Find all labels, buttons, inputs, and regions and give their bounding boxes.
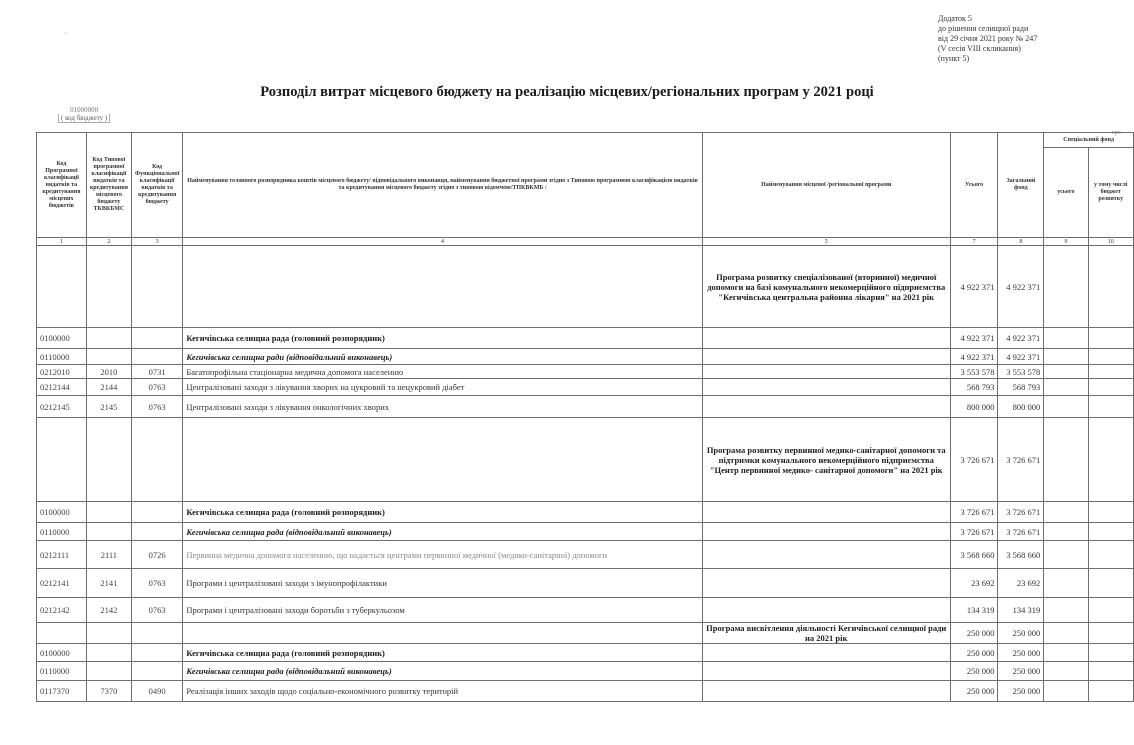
- column-index: 9: [1044, 238, 1088, 246]
- budget-program-name: Реалізація інших заходів щодо соціально-економічного розвитку територій: [183, 681, 702, 702]
- functional-code: [131, 349, 182, 365]
- development-budget: [1088, 418, 1134, 502]
- functional-code: [131, 502, 182, 523]
- program-code: 0110000: [37, 523, 87, 541]
- development-budget: [1088, 502, 1134, 523]
- special-fund-total: [1044, 681, 1088, 702]
- table-row: [37, 541, 1134, 569]
- total-amount: 23 692: [950, 569, 998, 598]
- development-budget: [1088, 569, 1134, 598]
- budget-program-name: Програми і централізовані заходи боротьби з туберкульозом: [183, 598, 702, 623]
- special-fund-total: [1044, 396, 1088, 418]
- header-program-name: Найменування місцевої /регіональної програми: [702, 133, 950, 238]
- typical-code: 2111: [86, 541, 131, 569]
- functional-code: [131, 644, 182, 662]
- program-name-cell: [702, 379, 950, 396]
- budget-program-name: Програми і централізовані заходи з імунопрофілактики: [183, 569, 702, 598]
- header-manager-name: Найменування головного розпорядника коштів місцевого бюджету/ відповідального виконавця, найменування бюджетної програми згідно з Типовою програмною класифікацією видатків та кредитування місцевого бюджету згідно з типовою відомчою/ТПКВКМБ /: [183, 133, 702, 238]
- program-code: 0100000: [37, 644, 87, 662]
- program-name-cell: [702, 365, 950, 379]
- total-amount: 3 726 671: [950, 523, 998, 541]
- special-fund-total: [1044, 598, 1088, 623]
- development-budget: [1088, 349, 1134, 365]
- program-code: 0100000: [37, 502, 87, 523]
- functional-code: [131, 662, 182, 681]
- development-budget: [1088, 396, 1134, 418]
- typical-code: 2010: [86, 365, 131, 379]
- column-index: 10: [1088, 238, 1134, 246]
- functional-code: [131, 523, 182, 541]
- table-row: [37, 418, 1134, 502]
- program-name: Програма висвітлення діяльності Кегичівської селищної ради на 2021 рік: [702, 623, 950, 644]
- special-fund-total: [1044, 569, 1088, 598]
- annex-line: (V сесія VIII скликання): [938, 44, 1021, 53]
- special-fund-total: [1044, 246, 1088, 328]
- program-name-cell: [702, 569, 950, 598]
- program-name-cell: [702, 681, 950, 702]
- general-fund-amount: 4 922 371: [998, 349, 1044, 365]
- functional-code: 0763: [131, 598, 182, 623]
- program-name-cell: [702, 662, 950, 681]
- functional-code: 0763: [131, 569, 182, 598]
- total-amount: 250 000: [950, 662, 998, 681]
- general-fund-amount: 250 000: [998, 662, 1044, 681]
- development-budget: [1088, 246, 1134, 328]
- functional-code: 0763: [131, 396, 182, 418]
- special-fund-total: [1044, 418, 1088, 502]
- header-special-total: усього: [1044, 148, 1088, 238]
- typical-code: [86, 662, 131, 681]
- development-budget: [1088, 662, 1134, 681]
- functional-code-cell: [131, 246, 182, 328]
- special-fund-total: [1044, 623, 1088, 644]
- table-row: [37, 623, 1134, 644]
- column-index-row: [37, 238, 1134, 246]
- table-row: [37, 681, 1134, 702]
- development-budget: [1088, 379, 1134, 396]
- header-total: Усього: [950, 133, 998, 238]
- column-index: 4: [183, 238, 702, 246]
- budget-program-name: Кегичівська селищна ради (відповідальний виконавець): [183, 349, 702, 365]
- program-code: 0110000: [37, 662, 87, 681]
- annex-line: від 29 січня 2021 року № 247: [938, 34, 1038, 43]
- annex-line: Додаток 5: [938, 14, 972, 23]
- table-row: [37, 396, 1134, 418]
- total-amount: 3 568 660: [950, 541, 998, 569]
- special-fund-total: [1044, 502, 1088, 523]
- column-index: 8: [998, 238, 1044, 246]
- budget-program-name: Кегичівська селищна рада (головний розпорядник): [183, 328, 702, 349]
- program-code: 0212141: [37, 569, 87, 598]
- header-development-budget: у тому числі бюджет розвитку: [1088, 148, 1134, 238]
- functional-code-cell: [131, 623, 182, 644]
- total-amount: 4 922 371: [950, 349, 998, 365]
- header-functional-code: Код Функціональної класифікації видатків та кредитування бюджету: [131, 133, 182, 238]
- total-amount: 800 000: [950, 396, 998, 418]
- development-budget: [1088, 365, 1134, 379]
- special-fund-total: [1044, 523, 1088, 541]
- table-row: [37, 379, 1134, 396]
- program-name-cell: [702, 523, 950, 541]
- total-amount: 250 000: [950, 681, 998, 702]
- program-code-cell: [37, 623, 87, 644]
- development-budget: [1088, 681, 1134, 702]
- program-name-cell: [702, 598, 950, 623]
- general-fund-amount: 3 568 660: [998, 541, 1044, 569]
- general-fund-amount: 250 000: [998, 623, 1044, 644]
- program-name-cell: [702, 644, 950, 662]
- total-amount: 3 726 671: [950, 502, 998, 523]
- special-fund-total: [1044, 541, 1088, 569]
- header-row: [37, 133, 1134, 148]
- program-code: 0117370: [37, 681, 87, 702]
- program-name-cell: [702, 349, 950, 365]
- general-fund-amount: 23 692: [998, 569, 1044, 598]
- special-fund-total: [1044, 379, 1088, 396]
- development-budget: [1088, 541, 1134, 569]
- total-amount: 3 553 578: [950, 365, 998, 379]
- program-name-cell: [702, 502, 950, 523]
- general-fund-amount: 3 726 671: [998, 502, 1044, 523]
- table-row: [37, 365, 1134, 379]
- typical-code: [86, 328, 131, 349]
- typical-code: 2145: [86, 396, 131, 418]
- program-code: 0110000: [37, 349, 87, 365]
- typical-code-cell: [86, 418, 131, 502]
- total-amount: 4 922 371: [950, 328, 998, 349]
- budget-program-name: Централізовані заходи з лікування хворих на цукровий та нецукровий діабет: [183, 379, 702, 396]
- total-amount: 568 793: [950, 379, 998, 396]
- column-index: 5: [702, 238, 950, 246]
- budget-code: [58, 106, 110, 123]
- budget-program-name: Кегичівська селищна рада (головний розпорядник): [183, 502, 702, 523]
- total-amount: 3 726 671: [950, 418, 998, 502]
- program-code: 0212144: [37, 379, 87, 396]
- total-amount: 250 000: [950, 644, 998, 662]
- budget-program-name: Багатопрофільна стаціонарна медична допомога населенню: [183, 365, 702, 379]
- column-index: 7: [950, 238, 998, 246]
- annex-line: до рішення селищної ради: [938, 24, 1029, 33]
- table-row: [37, 644, 1134, 662]
- development-budget: [1088, 644, 1134, 662]
- scan-mark: ·: [64, 28, 67, 38]
- general-fund-amount: 3 726 671: [998, 418, 1044, 502]
- typical-code: 2141: [86, 569, 131, 598]
- typical-code-cell: [86, 246, 131, 328]
- table-row: [37, 598, 1134, 623]
- budget-program-name: Кегичівська селищна рада (відповідальний виконавець): [183, 523, 702, 541]
- budget-code-label: ( код бюджету ): [58, 114, 110, 123]
- program-code-cell: [37, 418, 87, 502]
- table-row: [37, 246, 1134, 328]
- development-budget: [1088, 523, 1134, 541]
- budget-code-value: 01000000: [70, 106, 99, 114]
- program-code: 0212145: [37, 396, 87, 418]
- typical-code: [86, 523, 131, 541]
- table-row: [37, 328, 1134, 349]
- functional-code: [131, 328, 182, 349]
- annex-note: [938, 14, 1037, 64]
- table-row: [37, 569, 1134, 598]
- typical-code: 2142: [86, 598, 131, 623]
- expenditure-table: [36, 132, 1134, 702]
- header-typical-code: Код Типової програмної класифікації видатків та кредитування місцевого бюджету ТКВКБМС: [86, 133, 131, 238]
- budget-program-name: Первинна медична допомога населенню, що надається центрами первинної медичної (медико-санітарної) допомоги: [183, 541, 702, 569]
- document-title: Розподіл витрат місцевого бюджету на реалізацію місцевих/регіональних програм у 2021 році: [260, 84, 874, 100]
- development-budget: [1088, 598, 1134, 623]
- name-cell: [183, 418, 702, 502]
- table-row: [37, 349, 1134, 365]
- program-code: 0212111: [37, 541, 87, 569]
- development-budget: [1088, 623, 1134, 644]
- special-fund-total: [1044, 349, 1088, 365]
- budget-program-name: Кегичівська селищна рада (головний розпорядник): [183, 644, 702, 662]
- table-row: [37, 523, 1134, 541]
- development-budget: [1088, 328, 1134, 349]
- typical-code: 7370: [86, 681, 131, 702]
- currency-unit: грн: [1112, 130, 1121, 136]
- functional-code: 0763: [131, 379, 182, 396]
- table-row: [37, 662, 1134, 681]
- name-cell: [183, 246, 702, 328]
- general-fund-amount: 250 000: [998, 681, 1044, 702]
- program-code: 0100000: [37, 328, 87, 349]
- typical-code-cell: [86, 623, 131, 644]
- functional-code: 0731: [131, 365, 182, 379]
- total-amount: 134 319: [950, 598, 998, 623]
- program-name-cell: [702, 328, 950, 349]
- program-code-cell: [37, 246, 87, 328]
- special-fund-total: [1044, 644, 1088, 662]
- header-general-fund: Загальний фонд: [998, 133, 1044, 238]
- typical-code: 2144: [86, 379, 131, 396]
- annex-line: (пункт 5): [938, 54, 970, 63]
- typical-code: [86, 349, 131, 365]
- column-index: 1: [37, 238, 87, 246]
- budget-program-name: Кегичівська селищна рада (відповідальний виконавець): [183, 662, 702, 681]
- table-row: [37, 502, 1134, 523]
- special-fund-total: [1044, 662, 1088, 681]
- header-program-code: Код Програмної класифікації видатків та кредитування місцевих бюджетів: [37, 133, 87, 238]
- general-fund-amount: 3 553 578: [998, 365, 1044, 379]
- functional-code: 0726: [131, 541, 182, 569]
- header-special-fund: Спеціальний фонд: [1044, 133, 1134, 148]
- general-fund-amount: 4 922 371: [998, 328, 1044, 349]
- general-fund-amount: 250 000: [998, 644, 1044, 662]
- program-name-cell: [702, 541, 950, 569]
- special-fund-total: [1044, 328, 1088, 349]
- program-code: 0212010: [37, 365, 87, 379]
- special-fund-total: [1044, 365, 1088, 379]
- typical-code: [86, 502, 131, 523]
- column-index: 3: [131, 238, 182, 246]
- program-name: Програма розвитку спеціалізованої (вторинної) медичної допомоги на базі комунального некомерційного підприємства "Кегичівська центральна районна лікарня" на 2021 рік: [702, 246, 950, 328]
- budget-program-name: Централізовані заходи з лікування онкологічних хворих: [183, 396, 702, 418]
- typical-code: [86, 644, 131, 662]
- general-fund-amount: 134 319: [998, 598, 1044, 623]
- program-code: 0212142: [37, 598, 87, 623]
- functional-code-cell: [131, 418, 182, 502]
- general-fund-amount: 4 922 371: [998, 246, 1044, 328]
- general-fund-amount: 568 793: [998, 379, 1044, 396]
- general-fund-amount: 3 726 671: [998, 523, 1044, 541]
- total-amount: 250 000: [950, 623, 998, 644]
- name-cell: [183, 623, 702, 644]
- functional-code: 0490: [131, 681, 182, 702]
- program-name: Програма розвитку первинної медико-санітарної допомоги та підтримки комунального некомерційного підприємства "Центр первинної медико- санітарної допомоги" на 2021 рік: [702, 418, 950, 502]
- total-amount: 4 922 371: [950, 246, 998, 328]
- general-fund-amount: 800 000: [998, 396, 1044, 418]
- program-name-cell: [702, 396, 950, 418]
- column-index: 2: [86, 238, 131, 246]
